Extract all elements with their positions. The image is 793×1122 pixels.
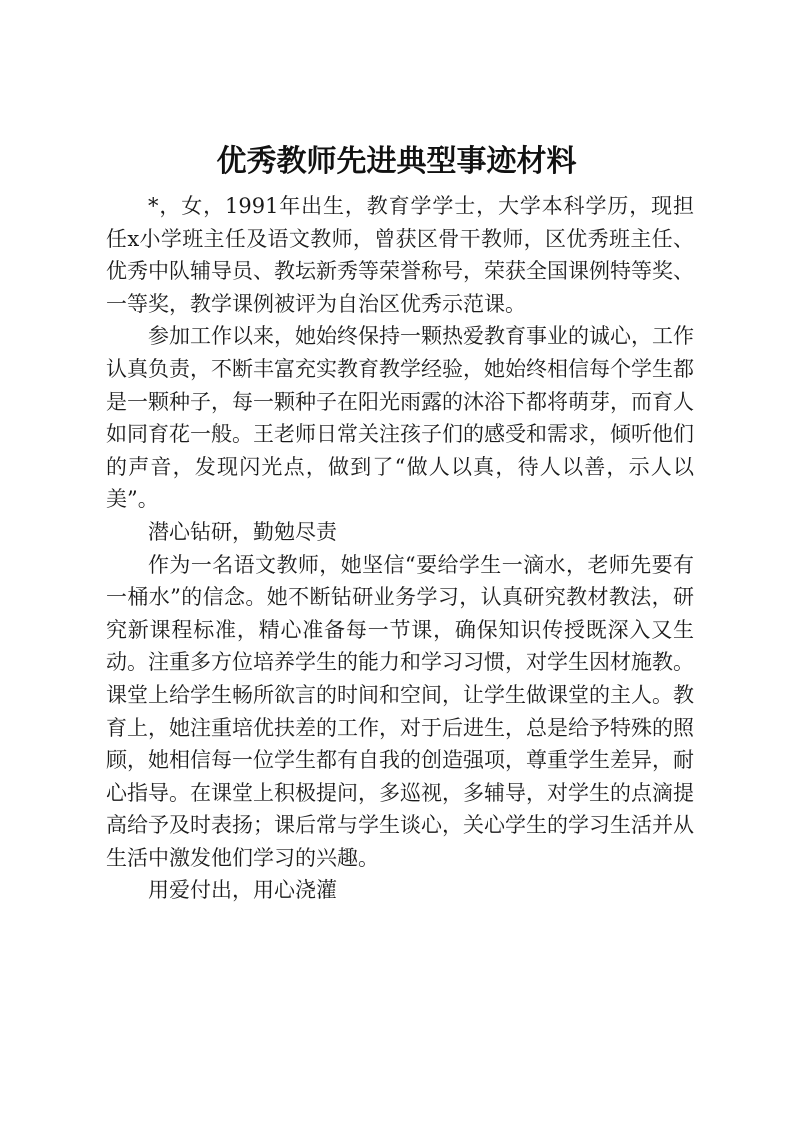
document-body <box>106 190 694 907</box>
document-title: 优秀教师先进典型事迹材料 <box>216 144 577 179</box>
section-heading-love: 用爱付出，用心浇灌 <box>148 878 337 903</box>
paragraph-intro: *，女，1991年出生，教育学学士，大学本科学历，现担任x小学班主任及语文教师，曾获区骨干教师，区优秀班主任、优秀中队辅导员、教坛新秀等荣誉称号，荣获全国课例特等奖、一等奖，教学课例被评为自治区优秀示范课。 <box>106 194 694 316</box>
paragraph-teaching: 作为一名语文教师，她坚信“要给学生一滴水，老师先要有一桶水”的信念。她不断钻研业务学习，认真研究教材教法，研究新课程标准，精心准备每一节课，确保知识传授既深入又生动。注重多方位培养学生的能力和学习习惯，对学生因材施教。课堂上给学生畅所欲言的时间和空间，让学生做课堂的主人。教育上，她注重培优扶差的工作，对于后进生，总是给予特殊的照顾，她相信每一位学生都有自我的创造强项，尊重学生差异，耐心指导。在课堂上积极提问，多巡视，多辅导，对学生的点滴提高给予及时表扬；课后常与学生谈心，关心学生的学习生活并从生活中激发他们学习的兴趣。 <box>106 552 694 870</box>
paragraph-work: 参加工作以来，她始终保持一颗热爱教育事业的诚心，工作认真负责，不断丰富充实教育教学经验，她始终相信每个学生都是一颗种子，每一颗种子在阳光雨露的沐浴下都将萌芽，而育人如同育花一般。王老师日常关注孩子们的感受和需求，倾听他们的声音，发现闪光点，做到了“做人以真，待人以善，示人以美”。 <box>106 324 694 512</box>
section-heading-research: 潜心钻研，勤勉尽责 <box>148 519 337 544</box>
